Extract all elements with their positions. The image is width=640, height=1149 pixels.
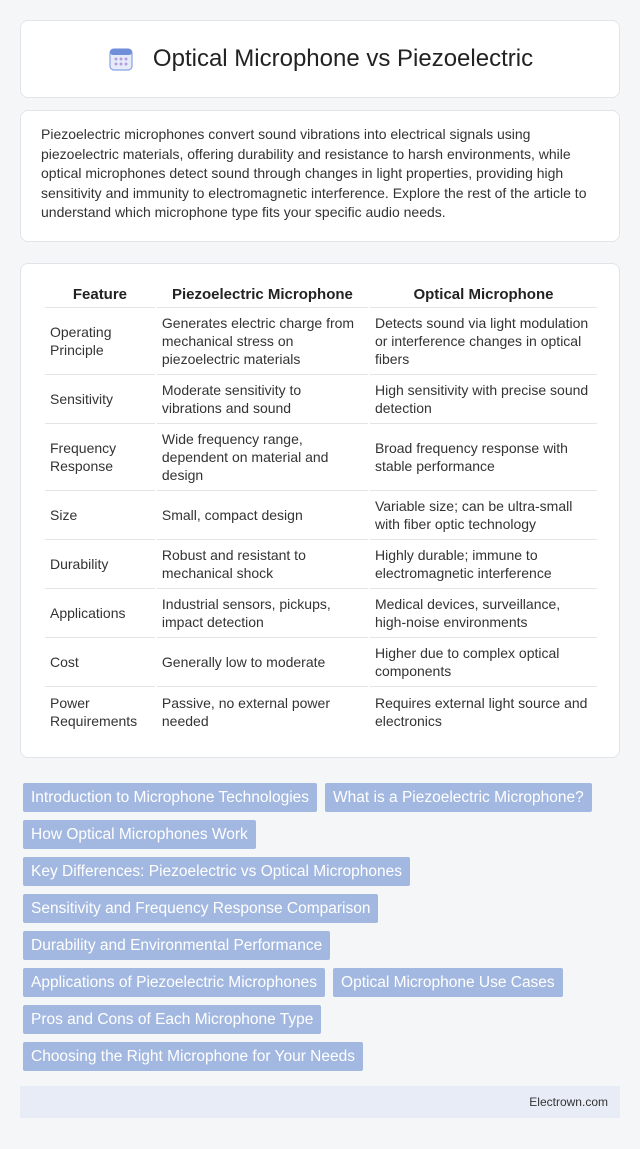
- title-wrap: [107, 45, 533, 73]
- optical-cell: Higher due to complex optical components: [370, 638, 597, 687]
- optical-cell: Broad frequency response with stable performance: [370, 424, 597, 491]
- link-how-optical-works[interactable]: How Optical Microphones Work: [23, 820, 256, 849]
- piezo-cell: Moderate sensitivity to vibrations and sound: [157, 375, 368, 424]
- piezo-cell: Industrial sensors, pickups, impact detection: [157, 589, 368, 638]
- piezo-cell: Small, compact design: [157, 491, 368, 540]
- feature-cell: Operating Principle: [45, 308, 155, 375]
- link-choosing-microphone[interactable]: Choosing the Right Microphone for Your Needs: [23, 1042, 363, 1071]
- table-row: [45, 687, 597, 736]
- optical-cell: Requires external light source and electronics: [374, 694, 588, 729]
- feature-cell: Size: [45, 491, 155, 540]
- header-optical: Optical Microphone: [370, 284, 597, 308]
- link-row: [23, 783, 623, 812]
- piezo-cell: Passive, no external power needed: [161, 694, 330, 729]
- link-row: [23, 968, 623, 997]
- optical-cell: High sensitivity with precise sound detection: [370, 375, 597, 424]
- feature-cell: Sensitivity: [45, 375, 155, 424]
- table-row: [45, 638, 597, 687]
- header-card: [20, 20, 620, 98]
- table-row: [45, 540, 597, 589]
- link-row: [23, 820, 623, 849]
- calendar-icon: [107, 45, 135, 73]
- feature-cell: Cost: [45, 638, 155, 687]
- comparison-table: [43, 284, 599, 736]
- feature-cell: Durability: [45, 540, 155, 589]
- link-durability[interactable]: Durability and Environmental Performance: [23, 931, 330, 960]
- optical-cell: Detects sound via light modulation or interference changes in optical fibers: [370, 308, 597, 375]
- footer-brand: Electrown.com: [529, 1095, 608, 1109]
- page-title: Optical Microphone vs Piezoelectric: [152, 45, 534, 72]
- link-sensitivity-comparison[interactable]: Sensitivity and Frequency Response Comparison: [23, 894, 378, 923]
- feature-cell: Frequency Response: [45, 424, 155, 491]
- footer: [20, 1086, 620, 1118]
- intro-text: Piezoelectric microphones convert sound vibrations into electrical signals using piezoelectric materials, offering durability and resistance to harsh environments, while optical microphones detect sound through changes in light properties, providing high sensitivity and immunity to electromagnetic interference. Explore the rest of the article to understand which microphone type fits your specific audio needs.: [41, 126, 587, 220]
- optical-cell: Medical devices, surveillance, high-noise environments: [370, 589, 597, 638]
- link-optical-use-cases[interactable]: Optical Microphone Use Cases: [333, 968, 563, 997]
- link-row: [23, 894, 623, 923]
- piezo-cell: Wide frequency range, dependent on material and design: [157, 424, 368, 491]
- piezo-cell: Robust and resistant to mechanical shock: [157, 540, 368, 589]
- table-row: [45, 491, 597, 540]
- link-row: [23, 931, 623, 960]
- table-row: [45, 375, 597, 424]
- link-row: [23, 1042, 623, 1071]
- table-row: [45, 308, 597, 375]
- table-row: [45, 424, 597, 491]
- link-what-is-piezoelectric[interactable]: What is a Piezoelectric Microphone?: [325, 783, 592, 812]
- table-header-row: [45, 284, 597, 308]
- feature-cell: Power Requirements: [50, 694, 138, 729]
- related-links: [23, 783, 623, 1079]
- intro-card: [20, 110, 620, 242]
- optical-cell: Highly durable; immune to electromagnetic interference: [370, 540, 597, 589]
- feature-cell: Applications: [45, 589, 155, 638]
- header-piezoelectric: Piezoelectric Microphone: [157, 284, 368, 308]
- optical-cell: Variable size; can be ultra-small with fiber optic technology: [370, 491, 597, 540]
- piezo-cell: Generates electric charge from mechanical stress on piezoelectric materials: [157, 308, 368, 375]
- comparison-table-card: [20, 263, 620, 758]
- table-row: [45, 589, 597, 638]
- link-row: [23, 857, 623, 886]
- link-pros-cons[interactable]: Pros and Cons of Each Microphone Type: [23, 1005, 321, 1034]
- link-key-differences[interactable]: Key Differences: Piezoelectric vs Optical Microphones: [23, 857, 410, 886]
- header-feature: Feature: [45, 284, 155, 308]
- link-piezo-applications[interactable]: Applications of Piezoelectric Microphones: [23, 968, 325, 997]
- piezo-cell: Generally low to moderate: [157, 638, 368, 687]
- link-introduction[interactable]: Introduction to Microphone Technologies: [23, 783, 317, 812]
- link-row: [23, 1005, 623, 1034]
